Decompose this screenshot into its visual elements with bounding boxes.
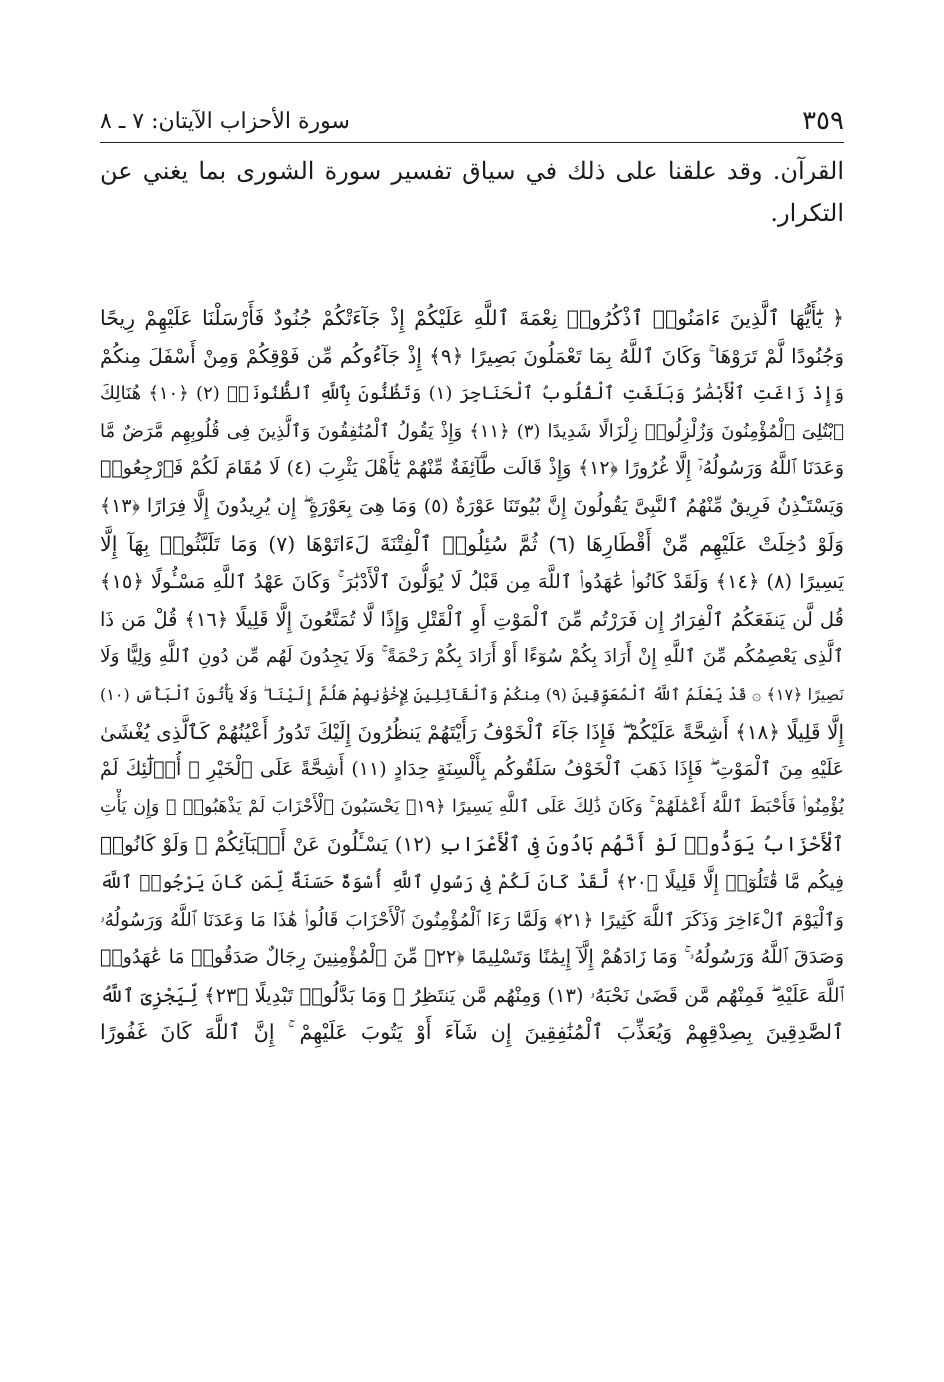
- verse-line: إِلَّا قَلِيلًا ﴿١٨﴾ أَشِحَّةً عَلَيْكُمْ ۖ فَإِذَا جَآءَ ٱلْخَوْفُ رَأَيْتَهُمْ يَنظُرُونَ إِلَيْكَ تَدُورُ أَعْيُنُهُمْ كَٱلَّذِى يُغْشَىٰ: [100, 719, 844, 744]
- quran-verses-block: [100, 300, 844, 1052]
- verse-line: قُل لَّن يَنفَعَكُمُ ٱلْفِرَارُ إِن فَرَرْتُم مِّنَ ٱلْمَوْتِ أَوِ ٱلْقَتْلِ وَإِذًا لَّا تُمَتَّعُونَ إِلَّا قَلِيلًا ﴿١٦﴾ قُلْ مَن ذَا: [100, 607, 844, 631]
- verse-line: وَجُنُودًا لَّمْ تَرَوْهَا ۚ وَكَانَ ٱللَّهُ بِمَا تَعْمَلُونَ بَصِيرًا ﴿٩﴾ إِذْ جَآءُوكُم مِّن فَوْقِكُمْ وَمِنْ أَسْفَلَ مِنكُمْ: [100, 343, 844, 368]
- verse-line: ٱبْتُلِىَ ٱلْمُؤْمِنُونَ وَزُلْزِلُوا۟ زِلْزَالًا شَدِيدًا (٣) ﴿١١﴾ وَإِذْ يَقُولُ ٱلْمُنَٰفِقُونَ وَٱلَّذِينَ فِى قُلُوبِهِم مَّرَضٌ مَّا: [100, 420, 844, 442]
- verse-line: وَٱلْيَوْمَ ٱلْءَاخِرَ وَذَكَرَ ٱللَّهَ كَثِيرًا ﴿٢١﴾ وَلَمَّا رَءَا ٱلْمُؤْمِنُونَ ٱلْأَحْزَابَ قَالُوا۟ هَٰذَا مَا وَعَدَنَا ٱللَّهُ وَرَسُولُهُۥ: [100, 909, 844, 931]
- header-rule: [100, 142, 844, 143]
- verse-line: يُؤْمِنُوا۟ فَأَحْبَطَ ٱللَّهُ أَعْمَٰلَهُمْ ۚ وَكَانَ ذَٰلِكَ عَلَى ٱللَّهِ يَسِيرًا ﴿١٩﴾ يَحْسَبُونَ ٱلْأَحْزَابَ لَمْ يَذْهَبُوا۟ ۖ وَإِن يَأْتِ: [100, 796, 844, 817]
- verse-line: عَلَيْهِ مِنَ ٱلْمَوْتِ ۖ فَإِذَا ذَهَبَ ٱلْخَوْفُ سَلَقُوكُم بِأَلْسِنَةٍ حِدَادٍ (١١) أَشِحَّةً عَلَى ٱلْخَيْرِ ۚ أُو۟لَٰٓئِكَ لَمْ: [100, 758, 844, 781]
- verse-line: ٱللَّهَ عَلَيْهِ ۖ فَمِنْهُم مَّن قَضَىٰ نَحْبَهُۥ (١٣) وَمِنْهُم مَّن يَنتَظِرُ ۖ وَمَا بَدَّلُوا۟ تَبْدِيلًا ﴿٢٣﴾ لِّيَجْزِىَ ٱللَّهُ: [100, 983, 844, 1007]
- verse-line: ٱلَّذِى يَعْصِمُكُم مِّنَ ٱللَّهِ إِنْ أَرَادَ بِكُمْ سُوٓءًا أَوْ أَرَادَ بِكُمْ رَحْمَةً ۚ وَلَا يَجِدُونَ لَهُم مِّن دُونِ ٱللَّهِ وَلِيًّا وَلَا: [100, 646, 844, 668]
- commentary-paragraph: القرآن. وقد علقنا على ذلك في سياق تفسير سورة الشورى بما يغني عن التكرار.: [100, 157, 844, 227]
- verse-line: وَيَسْتَـْٔذِنُ فَرِيقٌ مِّنْهُمُ ٱلنَّبِىَّ يَقُولُونَ إِنَّ بُيُوتَنَا عَوْرَةٌ (٥) وَمَا هِىَ بِعَوْرَةٍ ۖ إِن يُرِيدُونَ إِلَّا فِرَارًا ﴿١٣﴾: [100, 494, 844, 517]
- verse-line: ﴿ يَٰٓأَيُّهَا ٱلَّذِينَ ءَامَنُوا۟ ٱذْكُرُوا۟ نِعْمَةَ ٱللَّهِ عَلَيْكُمْ إِذْ جَآءَتْكُمْ جُنُودٌ فَأَرْسَلْنَا عَلَيْهِمْ رِيحًا: [100, 306, 844, 330]
- page-header: [100, 92, 844, 142]
- verse-line: ٱلصَّٰدِقِينَ بِصِدْقِهِمْ وَيُعَذِّبَ ٱلْمُنَٰفِقِينَ إِن شَآءَ أَوْ يَتُوبَ عَلَيْهِمْ ۚ إِنَّ ٱللَّهَ كَانَ غَفُورًا: [100, 1020, 844, 1045]
- verse-line: وَلَوْ دُخِلَتْ عَلَيْهِم مِّنْ أَقْطَارِهَا (٦) ثُمَّ سُئِلُوا۟ ٱلْفِتْنَةَ لَءَاتَوْهَا (٧) وَمَا تَلَبَّثُوا۟ بِهَآ إِلَّا: [100, 531, 844, 556]
- verse-line: وَصَدَقَ ٱللَّهُ وَرَسُولُهُۥ ۚ وَمَا زَادَهُمْ إِلَّآ إِيمَٰنًا وَتَسْلِيمًا ﴿٢٢﴾ مِّنَ ٱلْمُؤْمِنِينَ رِجَالٌ صَدَقُوا۟ مَا عَٰهَدُوا۟: [100, 946, 844, 969]
- page-number: ٣٥٩: [802, 106, 844, 136]
- running-title: سورة الأحزاب الآيتان: ٧ ـ ٨: [100, 109, 350, 134]
- verse-line: يَسِيرًا (٨) ﴿١٤﴾ وَلَقَدْ كَانُوا۟ عَٰهَدُوا۟ ٱللَّهَ مِن قَبْلُ لَا يُوَلُّونَ ٱلْأَدْبَٰرَ ۚ وَكَانَ عَهْدُ ٱللَّهِ مَسْـُٔولًا ﴿١٥﴾: [100, 570, 844, 594]
- verse-line: ٱلْأَحْزَابُ يَوَدُّوا۟ لَوْ أَنَّهُم بَادُونَ فِى ٱلْأَعْرَابِ (١٢) يَسْـَٔلُونَ عَنْ أَنۢبَآئِكُمْ ۖ وَلَوْ كَانُوا۟: [100, 832, 844, 857]
- verse-line: وَإِذْ زَاغَتِ ٱلْأَبْصَٰرُ وَبَلَغَتِ ٱلْقُلُوبُ ٱلْحَنَاجِرَ (١) وَتَظُنُّونَ بِٱللَّهِ ٱلظُّنُونَا۠ (٢) ﴿١٠﴾ هُنَالِكَ: [100, 383, 844, 405]
- verse-line: فِيكُم مَّا قَٰتَلُوٓا۟ إِلَّا قَلِيلًا ﴿٢٠﴾ لَّقَدْ كَانَ لَكُمْ فِى رَسُولِ ٱللَّهِ أُسْوَةٌ حَسَنَةٌ لِّمَن كَانَ يَرْجُوا۟ ٱللَّهَ: [100, 871, 844, 893]
- verse-line: نَصِيرًا ﴿١٧﴾ ۞ قَدْ يَعْلَمُ ٱللَّهُ ٱلْمُعَوِّقِينَ (٩) مِنكُمْ وَٱلْقَآئِلِينَ لِإِخْوَٰنِهِمْ هَلُمَّ إِلَيْنَا ۖ وَلَا يَأْتُونَ ٱلْبَأْسَ (١٠): [100, 684, 844, 704]
- verse-line: وَعَدَنَا ٱللَّهُ وَرَسُولُهُۥٓ إِلَّا غُرُورًا ﴿١٢﴾ وَإِذْ قَالَت طَّآئِفَةٌ مِّنْهُمْ يَٰٓأَهْلَ يَثْرِبَ (٤) لَا مُقَامَ لَكُمْ فَٱرْجِعُوا۟: [100, 457, 844, 480]
